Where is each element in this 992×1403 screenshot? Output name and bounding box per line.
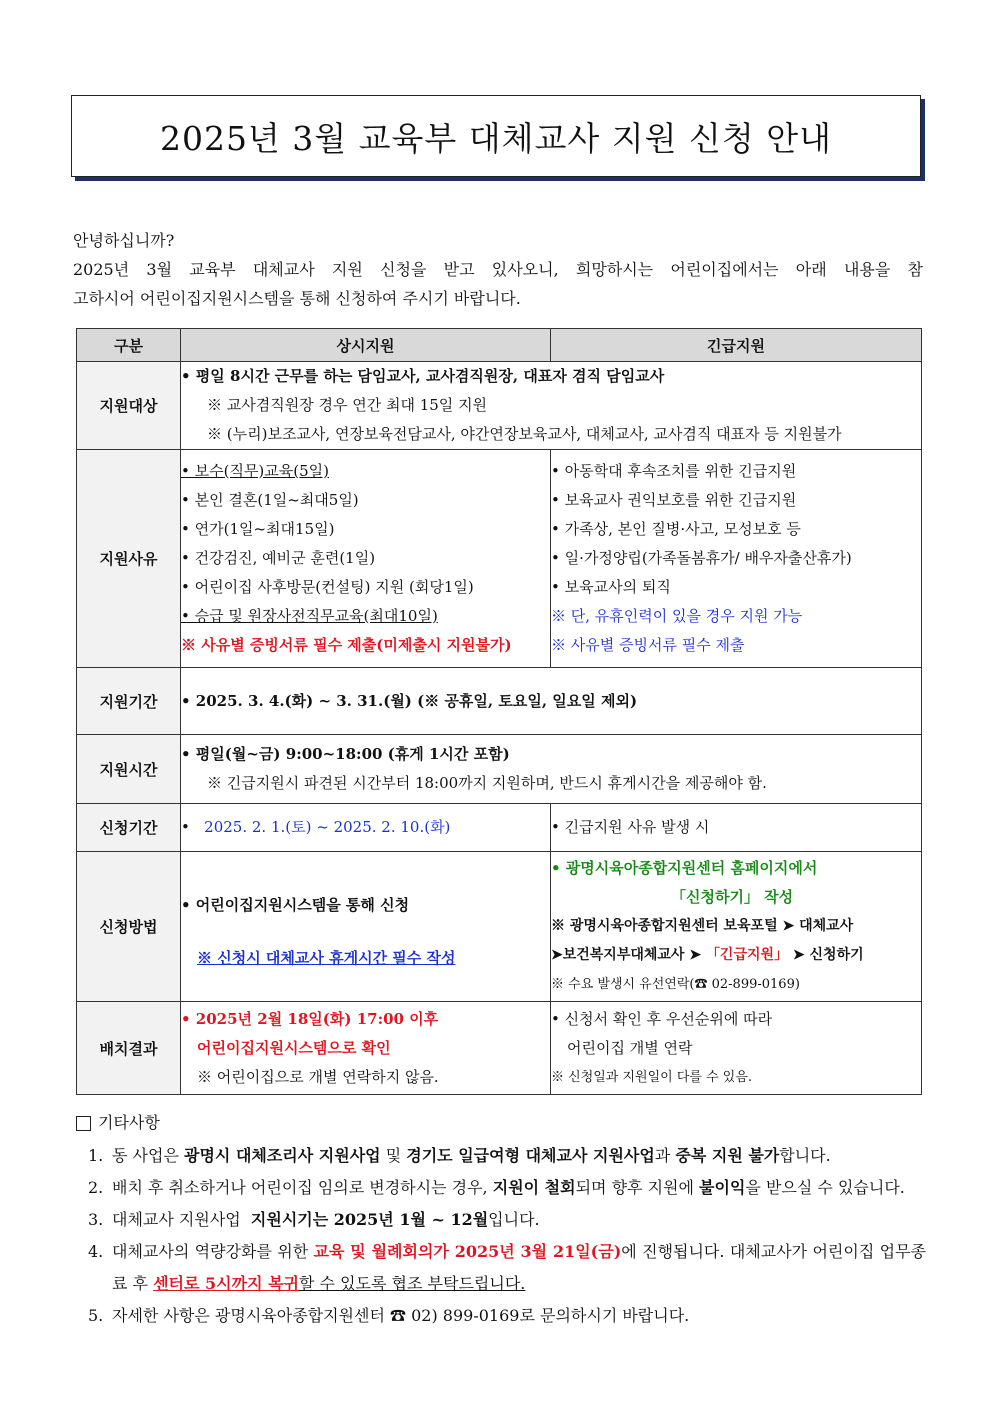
- extra-section: [76, 1110, 926, 1332]
- info-table: [76, 328, 922, 1095]
- item-number: 2.: [88, 1178, 104, 1197]
- hours-note: ※ 긴급지원시 파견된 시간부터 18:00까지 지원하며, 반드시 휴게시간을 제공해야 함.: [207, 774, 767, 792]
- header-urgent: 긴급지원: [551, 329, 922, 362]
- apply-method-urgent-l4a: ➤보건복지부대체교사 ➤: [551, 947, 706, 963]
- row-hours-label: 지원시간: [77, 735, 181, 804]
- item-text: 되며 향후 지원에: [575, 1178, 700, 1197]
- result-regular-note: ※ 어린이집으로 개별 연락하지 않음.: [197, 1067, 439, 1086]
- list-item: [76, 1236, 926, 1300]
- apply-method-urgent-l3: ※ 광명시육아종합지원센터 보육포털 ➤ 대체교사: [551, 918, 854, 934]
- apply-period-urgent: • 긴급지원 사유 발생 시: [551, 818, 710, 836]
- row-apply-method: [77, 852, 922, 1002]
- item-text-red: 교육 및 월례회의가 2025년 3월 21일(금): [313, 1242, 622, 1261]
- apply-period-regular: 2025. 2. 1.(토) ~ 2025. 2. 10.(화): [204, 818, 451, 836]
- reason-urgent-item: • 아동학대 후속조치를 위한 긴급지원: [551, 462, 797, 480]
- item-text-bold: 광명시 대체조리사 지원사업: [184, 1146, 381, 1165]
- item-text: 을 받으실 수 있습니다.: [745, 1178, 905, 1197]
- reason-regular-item: • 보수(직무)교육(5일): [181, 462, 329, 480]
- apply-period-bullet: •: [181, 818, 190, 836]
- reason-regular-item: • 본인 결혼(1일~최대5일): [181, 491, 359, 509]
- apply-method-urgent-l4b: 「긴급지원」: [705, 947, 789, 963]
- row-target: [77, 362, 922, 450]
- row-hours: [77, 735, 922, 804]
- list-item: [76, 1140, 926, 1172]
- reason-regular-item: • 어린이집 사후방문(컨설팅) 지원 (회당1일): [181, 578, 474, 596]
- header-regular: 상시지원: [181, 329, 551, 362]
- result-urgent-note: ※ 신청일과 지원일이 다를 수 있음.: [551, 1069, 753, 1085]
- reason-urgent-item: • 보육교사의 퇴직: [551, 578, 671, 596]
- row-apply-method-label: 신청방법: [77, 852, 181, 1002]
- item-text: 과: [654, 1146, 676, 1165]
- period-value: • 2025. 3. 4.(화) ~ 3. 31.(월) (※ 공휴일, 토요일, 일요일 제외): [181, 691, 638, 710]
- row-period: [77, 668, 922, 735]
- list-item: [76, 1204, 926, 1236]
- extra-heading: [76, 1110, 926, 1136]
- reason-urgent-item: • 보육교사 권익보호를 위한 긴급지원: [551, 491, 797, 509]
- item-text: 배치 후 취소하거나 어린이집 임의로 변경하시는 경우,: [112, 1178, 493, 1197]
- reason-urgent-note-1: ※ 단, 유휴인력이 있을 경우 지원 가능: [551, 607, 803, 625]
- item-text: 대체교사의 역량강화를 위한: [112, 1242, 314, 1261]
- reason-regular-note: ※ 사유별 증빙서류 필수 제출(미제출시 지원불가): [181, 636, 512, 654]
- greeting: 안녕하십니까?: [73, 231, 175, 250]
- reason-urgent-item: • 가족상, 본인 질병·사고, 모성보호 등: [551, 520, 801, 538]
- title-box: [71, 95, 921, 177]
- item-text: 대체교사 지원사업: [112, 1210, 251, 1229]
- item-text-bold: 지원시기는 2025년 1월 ~ 12월: [250, 1210, 489, 1229]
- intro: [73, 226, 923, 313]
- extra-title: 기타사항: [98, 1113, 160, 1132]
- result-regular-l2: 어린이집지원시스템으로 확인: [197, 1038, 391, 1057]
- reason-regular-item: • 건강검진, 예비군 훈련(1일): [181, 549, 376, 567]
- header-category: 구분: [77, 329, 181, 362]
- target-note-2: ※ (누리)보조교사, 연장보육전담교사, 야간연장보육교사, 대체교사, 교사겸직 대표자 등 지원불가: [207, 425, 842, 443]
- reason-urgent-item: • 일·가정양립(가족돌봄휴가/ 배우자출산휴가): [551, 549, 852, 567]
- item-text: 입니다.: [488, 1210, 540, 1229]
- apply-method-regular-note: ※ 신청시 대체교사 휴게시간 필수 작성: [197, 948, 456, 967]
- item-number: 5.: [88, 1306, 104, 1325]
- row-reason: [77, 450, 922, 668]
- reason-regular-item: • 승급 및 원장사전직무교육(최대10일): [181, 607, 438, 625]
- item-text: 및: [380, 1146, 407, 1165]
- reason-urgent-note-2: ※ 사유별 증빙서류 필수 제출: [551, 636, 745, 654]
- apply-method-urgent-l4c: ➤ 신청하기: [788, 947, 864, 963]
- item-text: 합니다.: [779, 1146, 831, 1165]
- item-text: 할 수 있도록 협조 부탁드립니다.: [299, 1274, 526, 1293]
- intro-line-2: 고하시어 어린이집지원시스템을 통해 신청하여 주시기 바랍니다.: [73, 289, 521, 308]
- row-result-label: 배치결과: [77, 1002, 181, 1095]
- row-target-label: 지원대상: [77, 362, 181, 450]
- item-text-red: 센터로 5시까지 복귀: [153, 1274, 300, 1293]
- result-urgent-l1: • 신청서 확인 후 우선순위에 따라: [551, 1009, 773, 1028]
- item-number: 4.: [88, 1242, 104, 1261]
- item-number: 1.: [88, 1146, 104, 1165]
- row-period-label: 지원기간: [77, 668, 181, 735]
- item-text: 자세한 사항은 광명시육아종합지원센터 ☎ 02) 899-0169로 문의하시기 바랍니다.: [112, 1306, 690, 1325]
- apply-method-urgent-l1: • 광명시육아종합지원센터 홈페이지에서: [551, 859, 818, 877]
- row-apply-period-label: 신청기간: [77, 804, 181, 852]
- table-header-row: [77, 329, 922, 362]
- row-apply-period: [77, 804, 922, 852]
- item-text-bold: 경기도 일급여형 대체교사 지원사업: [406, 1146, 655, 1165]
- list-item: [76, 1300, 926, 1332]
- item-text-bold: 지원이 철회: [492, 1178, 576, 1197]
- row-result: [77, 1002, 922, 1095]
- apply-method-urgent-l5: ※ 수요 발생시 유선연락(☎ 02-899-0169): [551, 977, 800, 992]
- intro-line-1: 2025년 3월 교육부 대체교사 지원 신청을 받고 있사오니, 희망하시는 어린이집에서는 아래 내용을 참: [73, 260, 923, 279]
- result-regular-l1: • 2025년 2월 18일(화) 17:00 이후: [181, 1009, 439, 1028]
- apply-method-urgent-l2: 「신청하기」 작성: [671, 888, 794, 906]
- reason-regular-item: • 연가(1일~최대15일): [181, 520, 335, 538]
- apply-method-regular: • 어린이집지원시스템을 통해 신청: [181, 895, 410, 914]
- checkbox-square-icon: [76, 1116, 91, 1131]
- item-text-bold: 중복 지원 불가: [675, 1146, 780, 1165]
- extra-list: [76, 1140, 926, 1332]
- hours-value: • 평일(월~금) 9:00~18:00 (휴게 1시간 포함): [181, 745, 510, 763]
- target-note-1: ※ 교사겸직원장 경우 연간 최대 15일 지원: [207, 396, 488, 414]
- list-item: [76, 1172, 926, 1204]
- item-text: 에 진행됩니다. 대체교사가 어린이집 업무종료 후: [112, 1242, 927, 1293]
- row-reason-label: 지원사유: [77, 450, 181, 668]
- item-number: 3.: [88, 1210, 104, 1229]
- item-text-bold: 불이익: [699, 1178, 746, 1197]
- result-urgent-l2: 어린이집 개별 연락: [567, 1038, 693, 1057]
- page-title: 2025년 3월 교육부 대체교사 지원 신청 안내: [159, 118, 833, 158]
- item-text: 동 사업은: [112, 1146, 184, 1165]
- target-main: • 평일 8시간 근무를 하는 담임교사, 교사겸직원장, 대표자 겸직 담임교사: [181, 367, 665, 385]
